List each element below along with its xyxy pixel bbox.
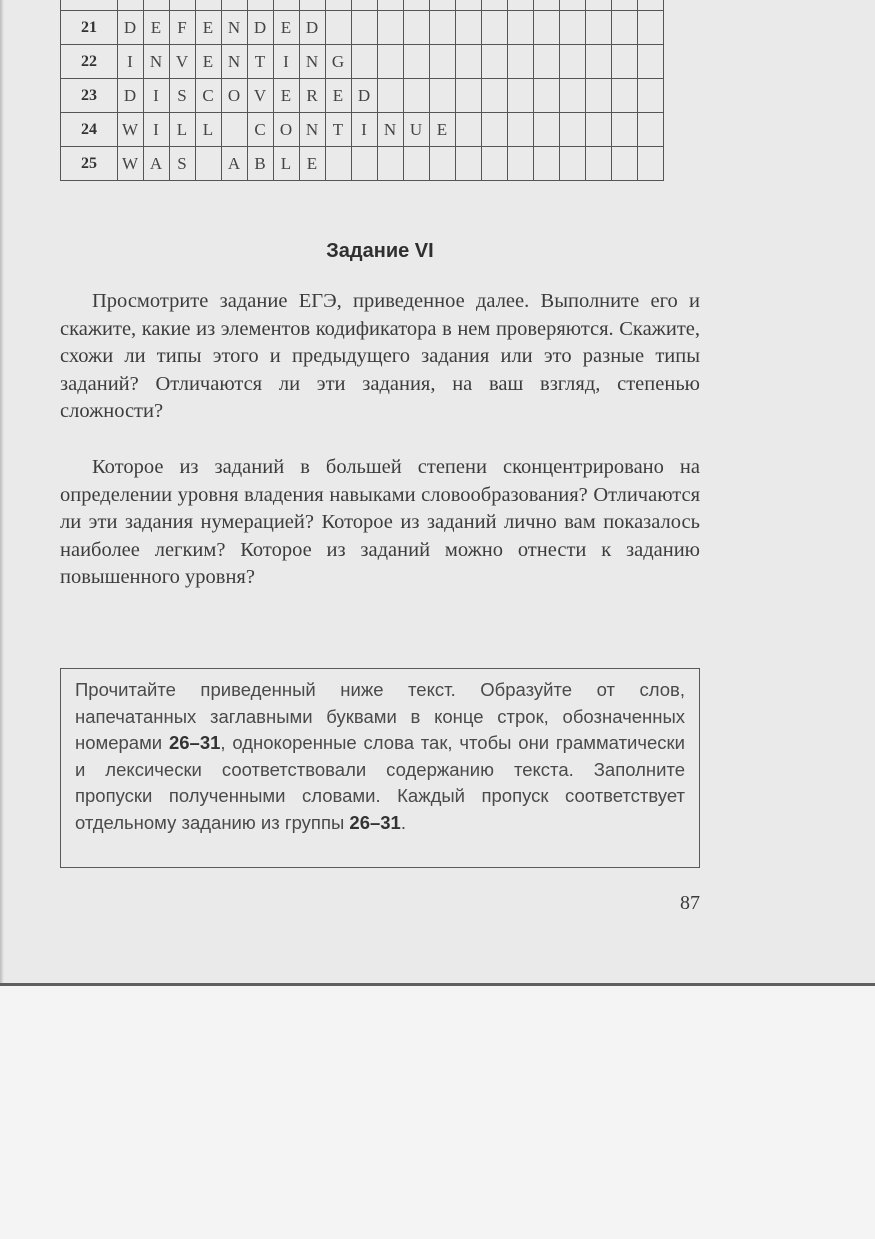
letter-cell: E: [300, 147, 326, 181]
grid-cell: [144, 0, 170, 11]
letter-cell: [586, 79, 612, 113]
scanner-background: [0, 986, 875, 1239]
letter-cell: [326, 147, 352, 181]
letter-cell: [378, 147, 404, 181]
letter-cell: [352, 11, 378, 45]
letter-cell: [404, 147, 430, 181]
letter-cell: [612, 45, 638, 79]
row-number: 23: [61, 79, 118, 113]
letter-cell: [482, 113, 508, 147]
task-text-part3: .: [400, 811, 406, 833]
letter-cell: [482, 147, 508, 181]
letter-cell: [378, 45, 404, 79]
letter-cell: [560, 79, 586, 113]
letter-cell: N: [222, 45, 248, 79]
letter-cell: [612, 79, 638, 113]
letter-cell: L: [274, 147, 300, 181]
grid-cell: [300, 0, 326, 11]
letter-cell: E: [144, 11, 170, 45]
letter-cell: [638, 79, 664, 113]
letter-cell: N: [144, 45, 170, 79]
grid-cell: [586, 0, 612, 11]
letter-cell: [612, 11, 638, 45]
letter-cell: [404, 11, 430, 45]
letter-cell: I: [274, 45, 300, 79]
letter-cell: [560, 113, 586, 147]
letter-cell: [482, 45, 508, 79]
letter-cell: T: [248, 45, 274, 79]
grid-cell: [560, 0, 586, 11]
letter-cell: D: [118, 79, 144, 113]
letter-cell: [508, 79, 534, 113]
letter-cell: C: [196, 79, 222, 113]
letter-cell: [352, 45, 378, 79]
grid-row: [61, 79, 664, 113]
letter-cell: [586, 45, 612, 79]
letter-cell: [560, 45, 586, 79]
grid-clipped-row: [61, 0, 664, 11]
grid-row: [61, 45, 664, 79]
letter-cell: [534, 147, 560, 181]
grid-cell: [378, 0, 404, 11]
letter-cell: [404, 79, 430, 113]
letter-cell: [508, 113, 534, 147]
answer-grid: [60, 0, 664, 181]
grid-cell: [274, 0, 300, 11]
letter-cell: U: [404, 113, 430, 147]
letter-cell: F: [170, 11, 196, 45]
grid-cell: [612, 0, 638, 11]
grid-cell: [326, 0, 352, 11]
letter-cell: [456, 11, 482, 45]
section-title: Задание VI: [326, 240, 434, 262]
letter-cell: T: [326, 113, 352, 147]
letter-cell: [326, 11, 352, 45]
exam-task-box: [60, 668, 700, 868]
letter-cell: G: [326, 45, 352, 79]
letter-cell: D: [352, 79, 378, 113]
task-range-1: 26–31: [168, 732, 221, 753]
letter-cell: E: [274, 79, 300, 113]
grid-cell: [222, 0, 248, 11]
letter-cell: L: [170, 113, 196, 147]
letter-cell: [352, 147, 378, 181]
row-number: 22: [61, 45, 118, 79]
letter-cell: [560, 147, 586, 181]
letter-cell: [222, 113, 248, 147]
letter-cell: [534, 79, 560, 113]
letter-cell: D: [248, 11, 274, 45]
letter-cell: [586, 11, 612, 45]
letter-cell: E: [430, 113, 456, 147]
letter-cell: [534, 113, 560, 147]
letter-cell: [430, 147, 456, 181]
letter-cell: [508, 45, 534, 79]
letter-cell: [534, 45, 560, 79]
letter-cell: [586, 147, 612, 181]
grid-cell: [118, 0, 144, 11]
letter-cell: [196, 147, 222, 181]
letter-cell: R: [300, 79, 326, 113]
letter-cell: O: [274, 113, 300, 147]
grid-cell: [196, 0, 222, 11]
letter-cell: N: [300, 45, 326, 79]
letter-cell: [456, 79, 482, 113]
letter-cell: A: [222, 147, 248, 181]
grid-row: [61, 11, 664, 45]
letter-cell: V: [248, 79, 274, 113]
grid-cell: [508, 0, 534, 11]
letter-cell: S: [170, 79, 196, 113]
grid-cell: [456, 0, 482, 11]
letter-cell: W: [118, 113, 144, 147]
instruction-paragraph-2: Которое из заданий в большей степени сконцентрировано на определении уровня владения навыками словообразования? Отличаются ли эти задания нумерацией? Которое из заданий лично вам показалось наиболее легким? Которое из заданий можно отнести к заданию повышенного уровня?: [60, 456, 700, 588]
grid-cell: [430, 0, 456, 11]
grid-cell: [482, 0, 508, 11]
letter-cell: I: [118, 45, 144, 79]
grid-cell: [404, 0, 430, 11]
row-number: 25: [61, 147, 118, 181]
letter-cell: D: [300, 11, 326, 45]
letter-cell: [482, 11, 508, 45]
letter-cell: A: [144, 147, 170, 181]
letter-cell: E: [274, 11, 300, 45]
letter-cell: E: [196, 11, 222, 45]
letter-cell: [534, 11, 560, 45]
letter-cell: [508, 11, 534, 45]
letter-cell: I: [352, 113, 378, 147]
letter-cell: [456, 113, 482, 147]
letter-cell: V: [170, 45, 196, 79]
letter-cell: E: [196, 45, 222, 79]
letter-cell: [560, 11, 586, 45]
letter-cell: W: [118, 147, 144, 181]
letter-cell: N: [222, 11, 248, 45]
task-text-part1: Прочитайте приведенный ниже текст. Образуйте от слов, напечатанных заглавными буквами в конце строк, обозначенных номерами: [75, 679, 685, 753]
grid-row: [61, 147, 664, 181]
letter-cell: [638, 147, 664, 181]
letter-cell: [378, 79, 404, 113]
letter-cell: C: [248, 113, 274, 147]
letter-cell: [404, 45, 430, 79]
letter-cell: B: [248, 147, 274, 181]
grid-cell: [170, 0, 196, 11]
letter-cell: [378, 11, 404, 45]
instruction-paragraph-1: Просмотрите задание ЕГЭ, приведенное далее. Выполните его и скажите, какие из элементов кодификатора в нем проверяются. Скажите, схожи ли типы этого и предыдущего задания или это разные типы заданий? Отличаются ли эти задания, на ваш взгляд, степенью сложности?: [60, 290, 700, 422]
letter-cell: I: [144, 113, 170, 147]
letter-cell: [430, 11, 456, 45]
letter-cell: [430, 79, 456, 113]
letter-cell: N: [378, 113, 404, 147]
letter-cell: E: [326, 79, 352, 113]
grid-row: [61, 113, 664, 147]
grid-cell: [352, 0, 378, 11]
grid-cell: [248, 0, 274, 11]
letter-cell: O: [222, 79, 248, 113]
letter-cell: [430, 45, 456, 79]
grid-cell: [61, 0, 118, 11]
letter-cell: L: [196, 113, 222, 147]
letter-cell: [638, 11, 664, 45]
task-text-part2: , однокоренные слова так, чтобы они грамматически и лексически соответствовали содержанию текста. Заполните пропуски полученными словами. Каждый пропуск соответствует отдельному заданию из группы: [75, 732, 685, 833]
letter-cell: S: [170, 147, 196, 181]
letter-cell: [456, 45, 482, 79]
letter-cell: N: [300, 113, 326, 147]
task-range-2: 26–31: [349, 811, 401, 833]
letter-cell: I: [144, 79, 170, 113]
page-number: 87: [680, 892, 700, 914]
row-number: 21: [61, 11, 118, 45]
letter-cell: [586, 113, 612, 147]
letter-cell: [456, 147, 482, 181]
letter-cell: D: [118, 11, 144, 45]
letter-cell: [638, 45, 664, 79]
letter-cell: [508, 147, 534, 181]
letter-cell: [482, 79, 508, 113]
row-number: 24: [61, 113, 118, 147]
letter-cell: [612, 147, 638, 181]
letter-cell: [638, 113, 664, 147]
page-shadow: [0, 0, 4, 983]
grid-cell: [534, 0, 560, 11]
letter-cell: [612, 113, 638, 147]
grid-cell: [638, 0, 664, 11]
